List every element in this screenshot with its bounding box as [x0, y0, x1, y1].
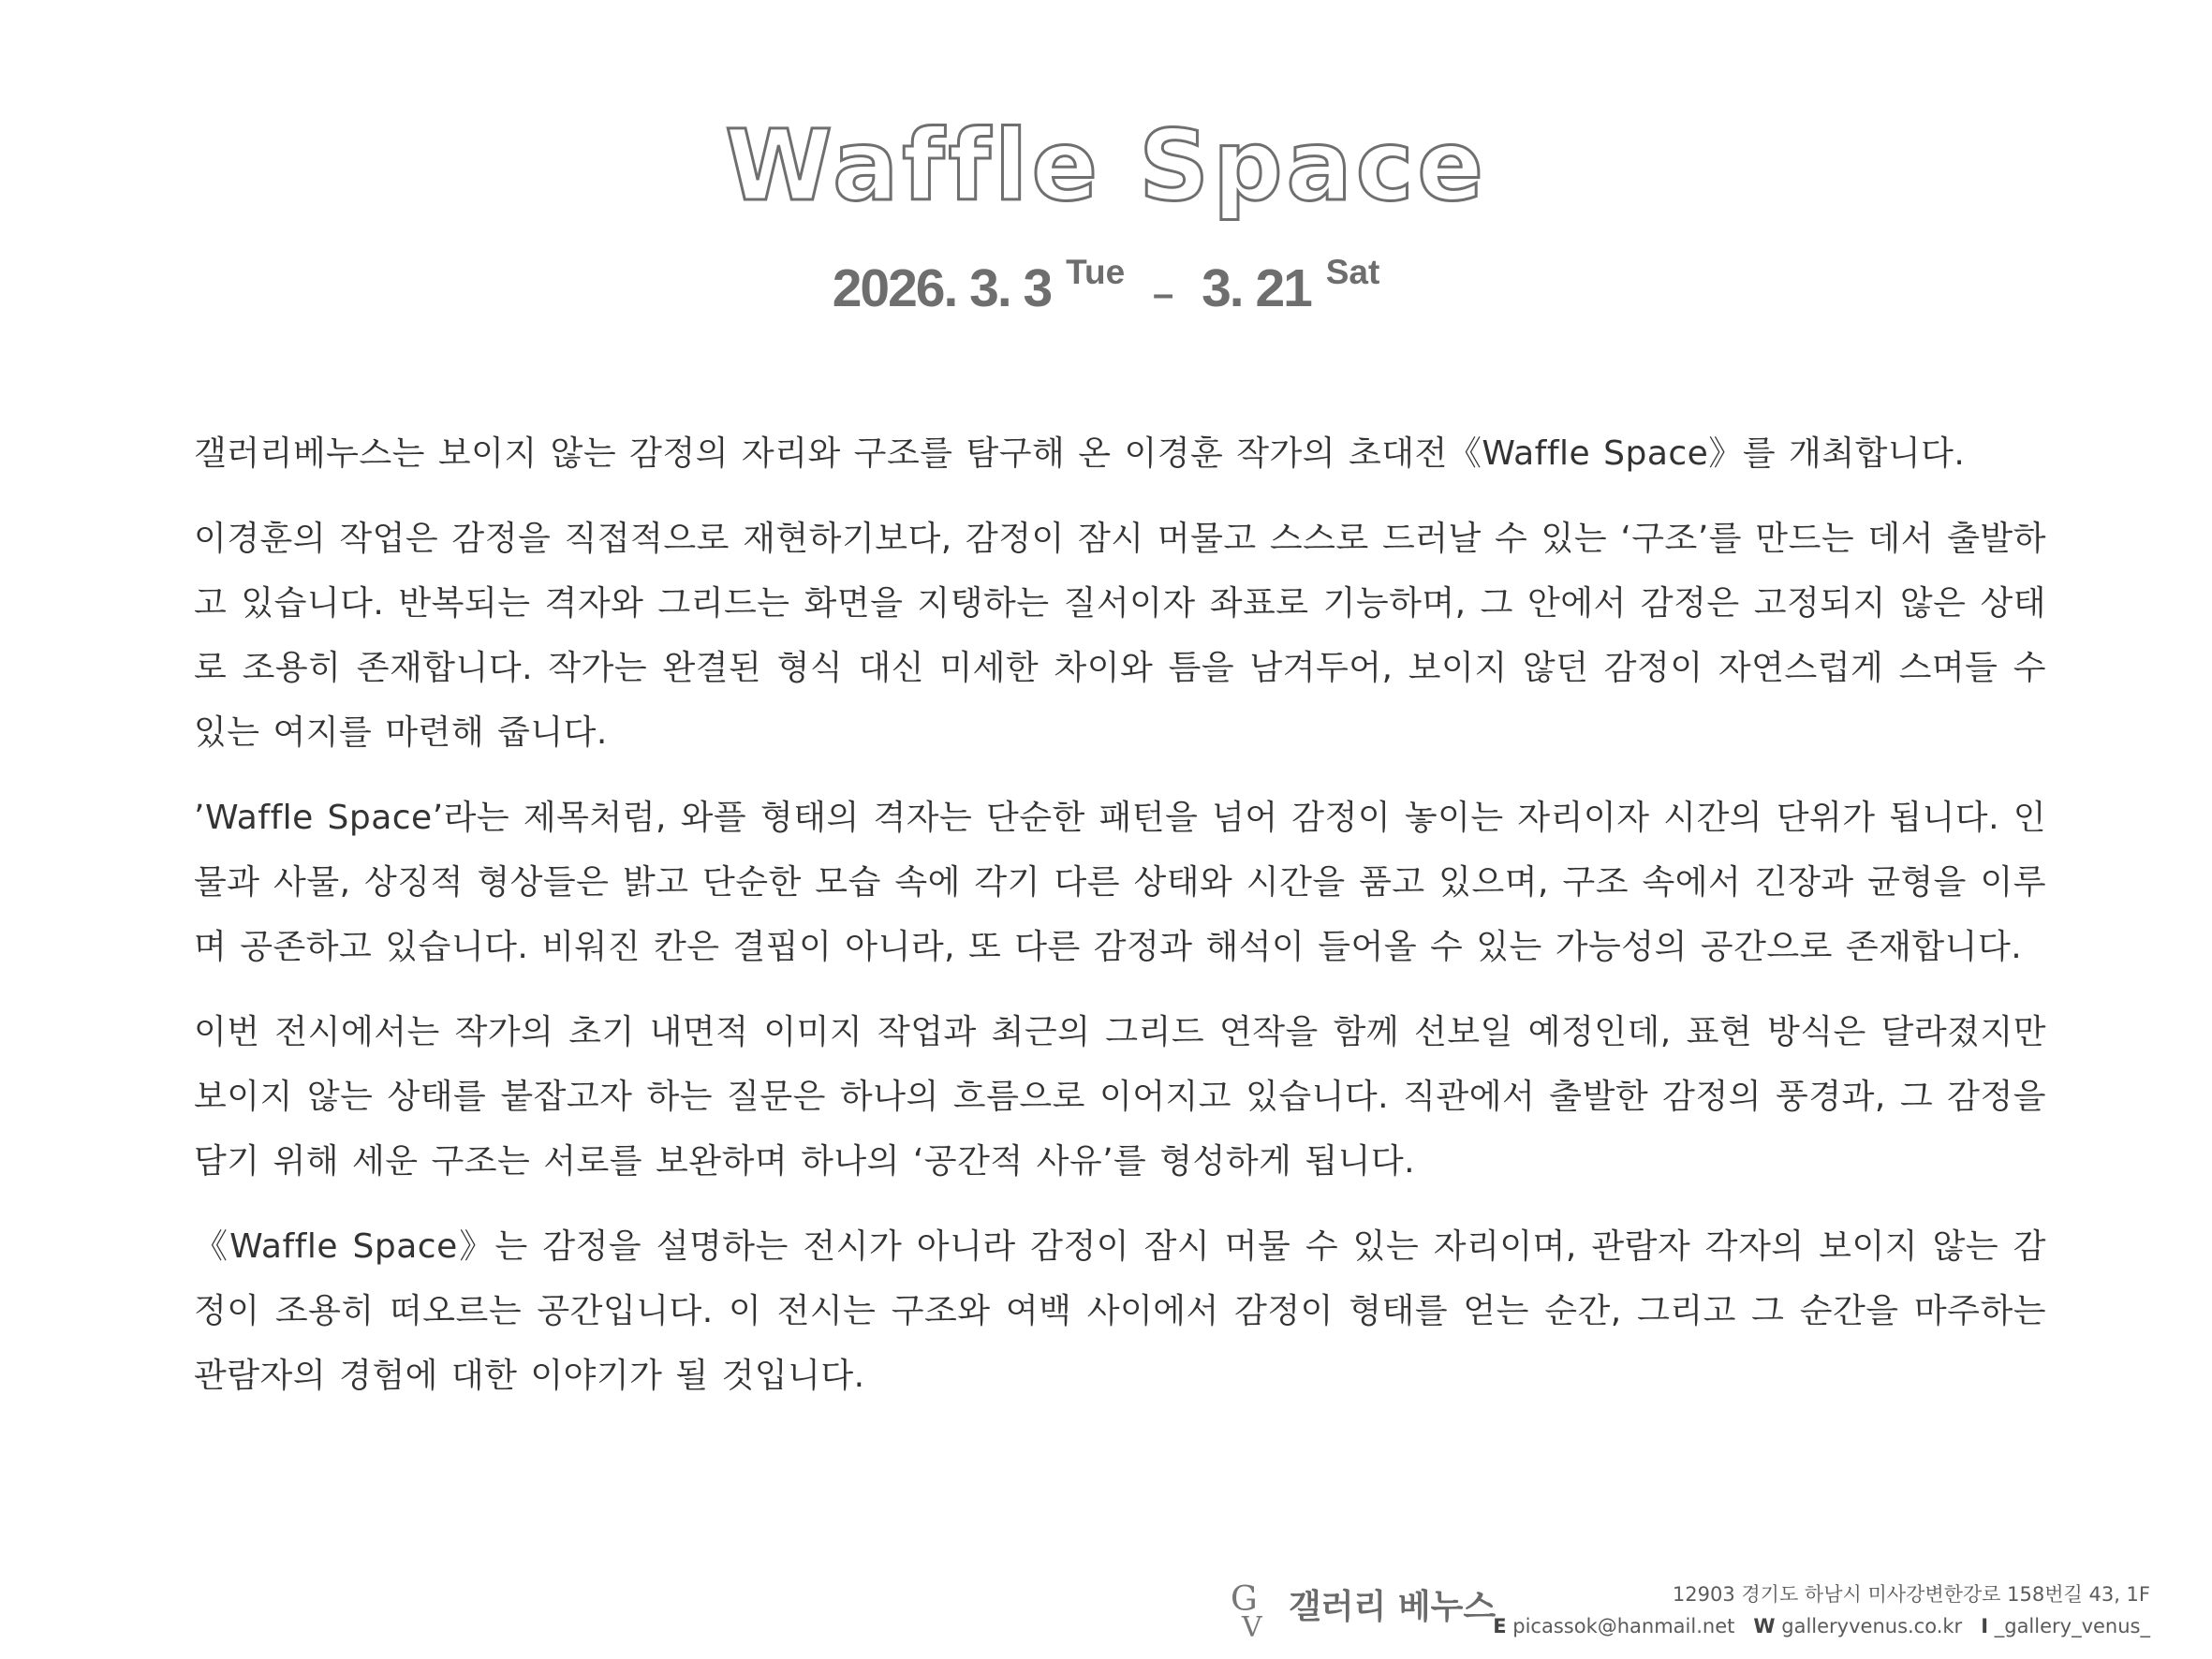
email-link[interactable]: picassok@hanmail.net — [1512, 1615, 1735, 1637]
paragraph-intro: 갤러리베누스는 보이지 않는 감정의 자리와 구조를 탐구해 온 이경훈 작가의 초대전《Waffle Space》를 개최합니다. — [194, 434, 1966, 473]
instagram-handle[interactable]: _gallery_venus_ — [1994, 1615, 2150, 1637]
logo-letter-g: G — [1231, 1580, 1258, 1619]
web-link[interactable]: galleryvenus.co.kr — [1781, 1615, 1963, 1637]
email-label: E — [1493, 1615, 1507, 1637]
paragraph-structure: 이경훈의 작업은 감정을 직접적으로 재현하기보다, 감정이 잠시 머물고 스스로 드러날 수 있는 ‘구조’를 만드는 데서 출발하고 있습니다. 반복되는 격자와 그리드는 화면을 지탱하는 질서이자 좌표로 기능하며, 그 안에서 감정은 고정되지 않은 상태로 조용히 존재합니다. 작가는 완결된 형식 대신 미세한 차이와 틈을 남겨두어, 보이지 않던 감정이 자연스럽게 스며들 수 있는 여지를 마련해 줍니다. — [194, 520, 2046, 752]
date-end: 3. 21 — [1202, 258, 1311, 318]
logo-letter-v: V — [1242, 1611, 1262, 1640]
web-label: W — [1753, 1615, 1776, 1637]
exhibition-dates — [0, 251, 2212, 331]
gallery-logo-icon — [1229, 1578, 1274, 1640]
paragraph-waffle: ’Waffle Space’라는 제목처럼, 와플 형태의 격자는 단순한 패턴을 넘어 감정이 놓이는 자리이자 시간의 단위가 됩니다. 인물과 사물, 상징적 형상들은 밝고 단순한 모습 속에 각기 다른 상태와 시간을 품고 있으며, 구조 속에서 긴장과 균형을 이루며 공존하고 있습니다. 비워진 칸은 결핍이 아니라, 또 다른 감정과 해석이 들어올 수 있는 가능성의 공간으로 존재합니다. — [194, 799, 2046, 966]
exhibition-title: Waffle Space — [725, 109, 1487, 223]
gallery-contact — [1493, 1578, 2150, 1642]
date-start-day: Tue — [1066, 253, 1126, 291]
footer — [0, 1565, 2212, 1659]
date-end-day: Sat — [1325, 253, 1380, 291]
exhibition-description — [194, 421, 2046, 1429]
paragraph-exhibition: 이번 전시에서는 작가의 초기 내면적 이미지 작업과 최근의 그리드 연작을 함께 선보일 예정인데, 표현 방식은 달라졌지만 보이지 않는 상태를 붙잡고자 하는 질문은 하나의 흐름으로 이어지고 있습니다. 직관에서 출발한 감정의 풍경과, 그 감정을 담기 위해 세운 구조는 서로를 보완하며 하나의 ‘공간적 사유’를 형성하게 됩니다. — [194, 1013, 2046, 1181]
gallery-address: 12903 경기도 하남시 미사강변한강로 158번길 43, 1F — [1672, 1583, 2150, 1606]
date-start: 2026. 3. 3 — [832, 258, 1052, 318]
insta-label: I — [1981, 1615, 1989, 1637]
contact-line — [1493, 1610, 2150, 1642]
date-separator: – — [1153, 273, 1174, 315]
gallery-name: 갤러리 베누스 — [1289, 1588, 1497, 1626]
paragraph-closing: 《Waffle Space》는 감정을 설명하는 전시가 아니라 감정이 잠시 머물 수 있는 자리이며, 관람자 각자의 보이지 않는 감정이 조용히 떠오르는 공간입니다. 이 전시는 구조와 여백 사이에서 감정이 형태를 얻는 순간, 그리고 그 순간을 마주하는 관람자의 경험에 대한 이야기가 될 것입니다. — [194, 1227, 2046, 1395]
